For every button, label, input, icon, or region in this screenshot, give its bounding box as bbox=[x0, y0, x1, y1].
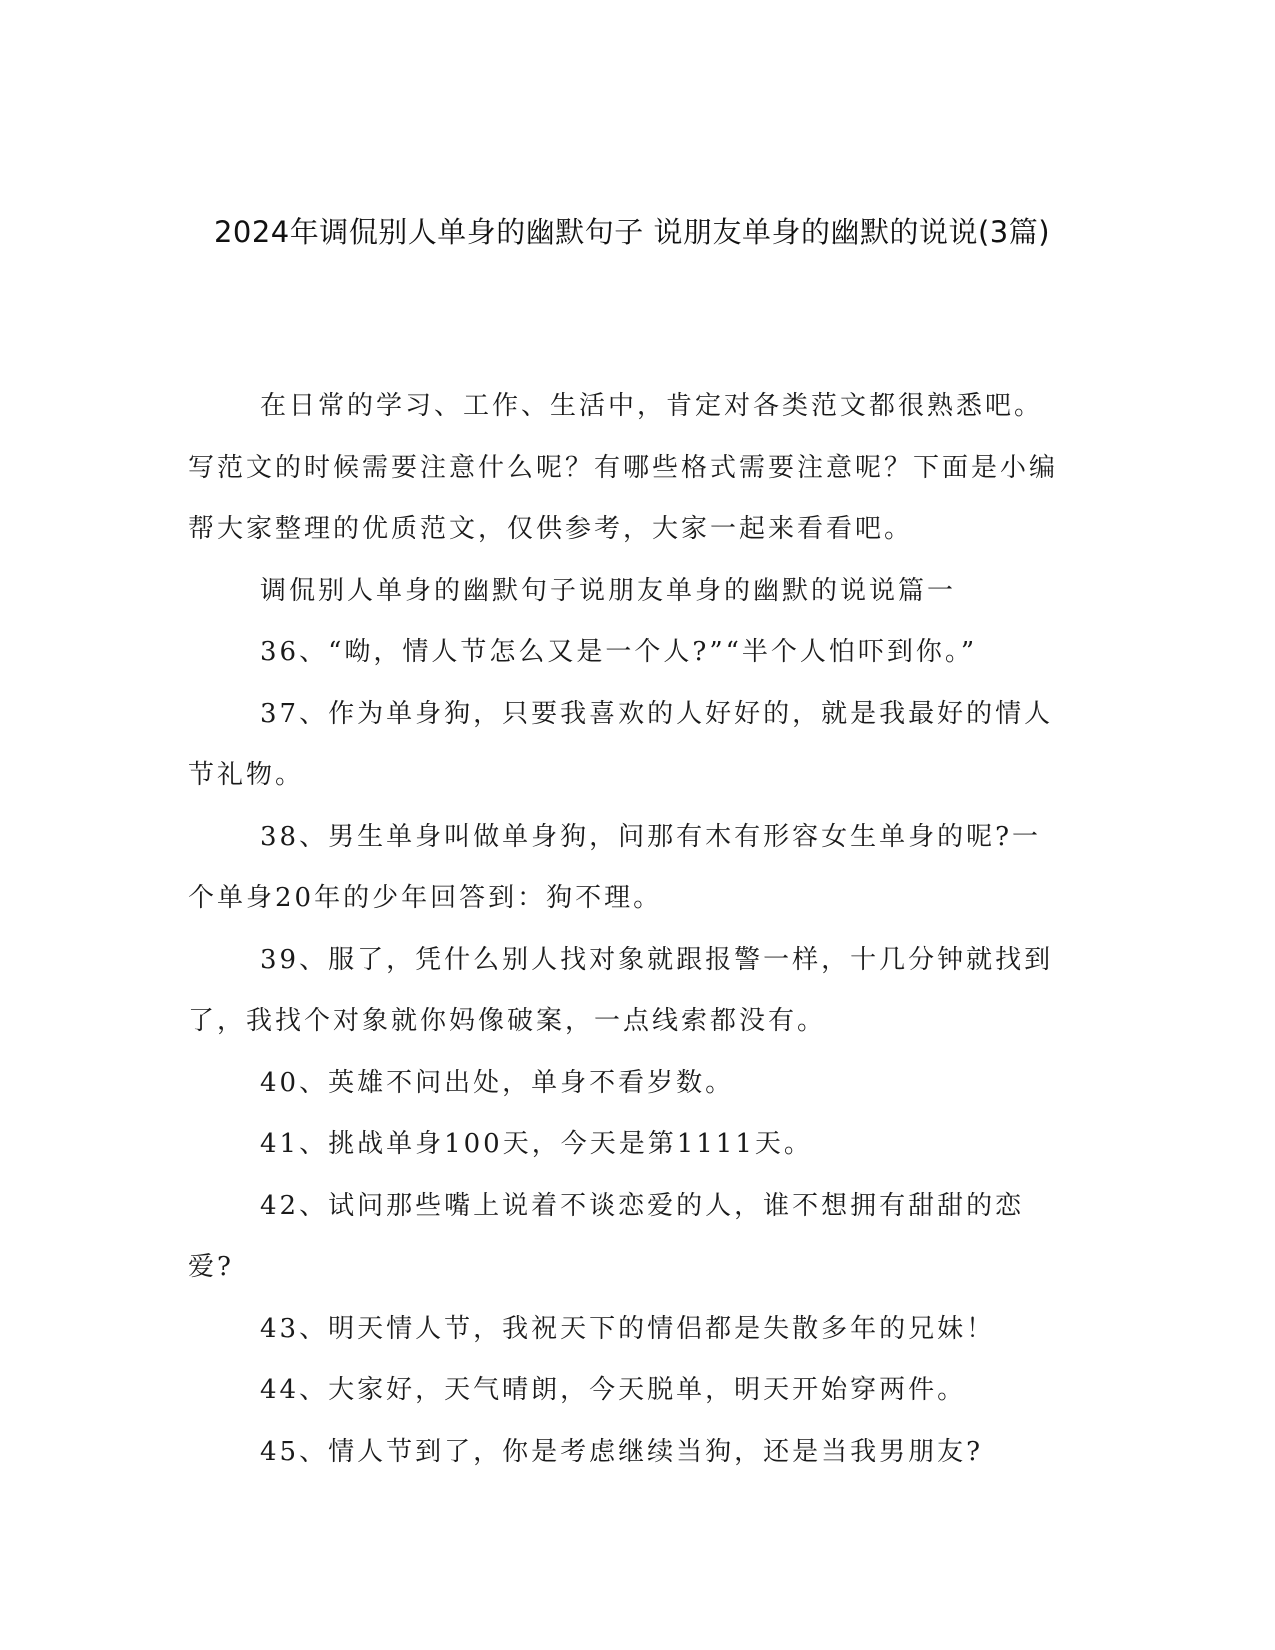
document-title: 2024年调侃别人单身的幽默句子 说朋友单身的幽默的说说(3篇) bbox=[213, 215, 1051, 249]
list-item: 38、男生单身叫做单身狗，问那有木有形容女生单身的呢?一个单身20年的少年回答到：狗不理。 bbox=[188, 821, 1042, 913]
list-item: 44、大家好，天气晴朗，今天脱单，明天开始穿两件。 bbox=[260, 1375, 967, 1405]
section-heading: 调侃别人单身的幽默句子说朋友单身的幽默的说说篇一 bbox=[260, 575, 957, 606]
list-item: 39、服了，凭什么别人找对象就跟报警一样，十几分钟就找到了，我找个对象就你妈像破案，一点线索都没有。 bbox=[188, 944, 1054, 1036]
document-body bbox=[188, 376, 1068, 1483]
list-item: 37、作为单身狗，只要我喜欢的人好好的，就是我最好的情人节礼物。 bbox=[188, 698, 1054, 790]
list-item: 40、英雄不问出处，单身不看岁数。 bbox=[260, 1067, 735, 1098]
list-item: 43、明天情人节，我祝天下的情侣都是失散多年的兄妹！ bbox=[260, 1313, 996, 1344]
list-item: 41、挑战单身100天，今天是第1111天。 bbox=[260, 1129, 813, 1159]
intro-paragraph: 在日常的学习、工作、生活中，肯定对各类范文都很熟悉吧。写范文的时候需要注意什么呢？有哪些格式需要注意呢？下面是小编帮大家整理的优质范文，仅供参考，大家一起来看看吧。 bbox=[188, 391, 1059, 544]
list-item: 42、试问那些嘴上说着不谈恋爱的人，谁不想拥有甜甜的恋爱? bbox=[188, 1190, 1025, 1282]
list-item: 36、“呦，情人节怎么又是一个人?”“半个人怕吓到你。” bbox=[260, 637, 978, 667]
list-item: 45、情人节到了，你是考虑继续当狗，还是当我男朋友? bbox=[260, 1436, 984, 1467]
